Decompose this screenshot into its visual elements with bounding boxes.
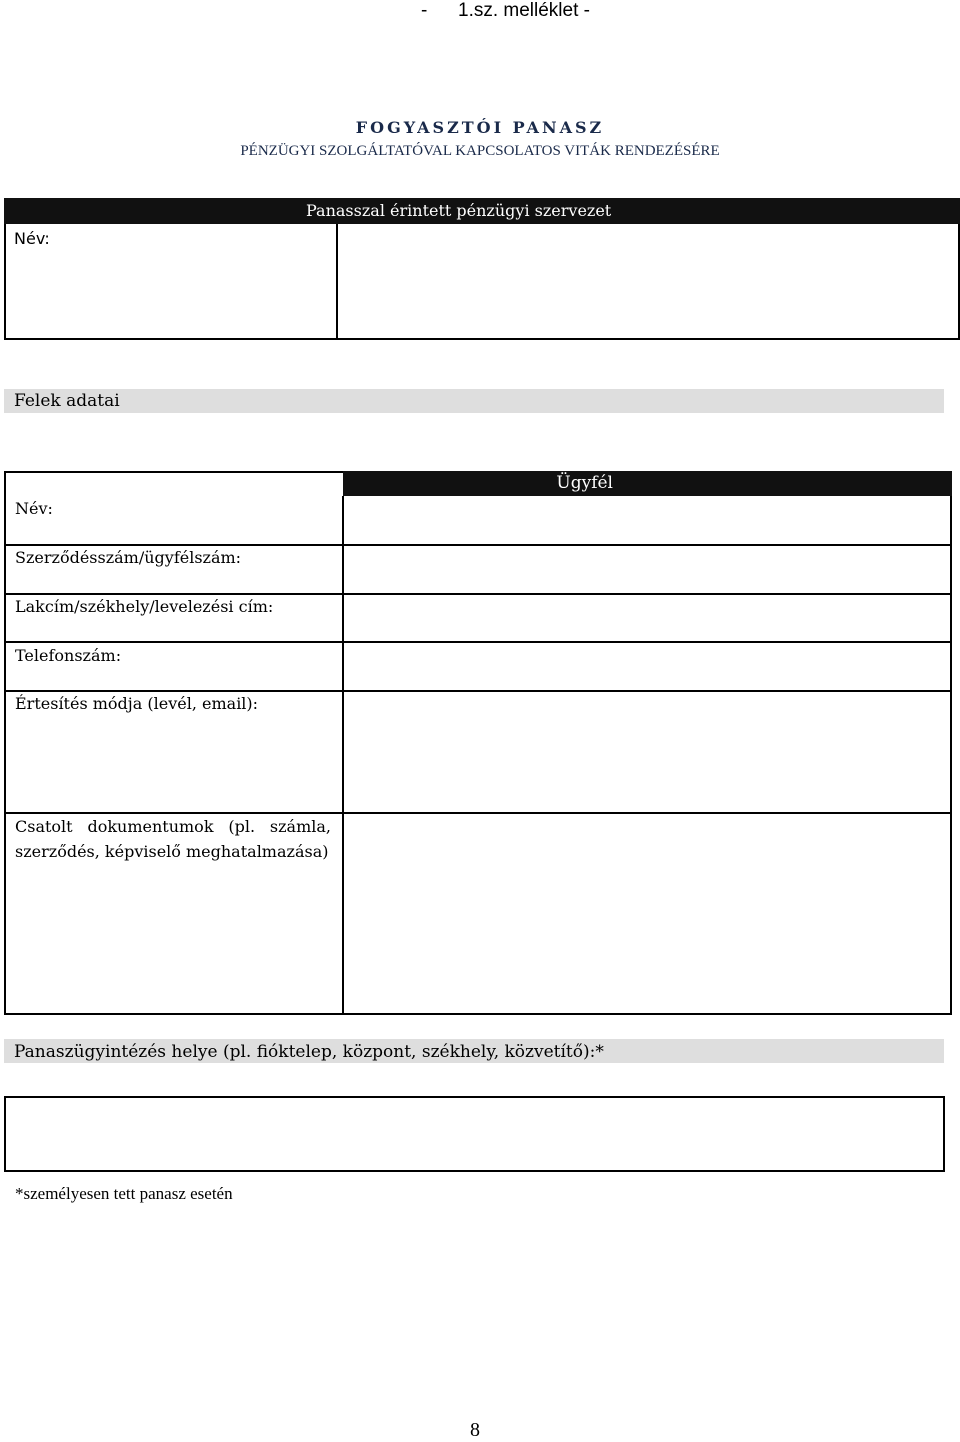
page-number: 8 <box>470 1419 480 1441</box>
annex-dash: - <box>421 0 428 21</box>
client-attachments-field[interactable] <box>346 814 950 1013</box>
client-header: Ügyfél <box>556 473 613 493</box>
footnote: *személyesen tett panasz esetén <box>15 1184 233 1203</box>
place-section-title: Panaszügyintézés helye (pl. fióktelep, központ, székhely, közvetítő):* <box>4 1039 944 1063</box>
attachments-label-text: Csatolt dokumentumok (pl. számla, szerződés, képviselő meghatalmazása) <box>15 817 331 861</box>
form-subtitle: PÉNZÜGYI SZOLGÁLTATÓVAL KAPCSOLATOS VITÁK RENDEZÉSÉRE <box>240 143 720 159</box>
row-label-contract: Szerződésszám/ügyfélszám: <box>15 548 242 567</box>
row-label-phone: Telefonszám: <box>15 646 122 665</box>
row-label-address: Lakcím/székhely/levelezési cím: <box>15 597 274 616</box>
row-label-name: Név: <box>15 499 53 518</box>
place-field[interactable] <box>4 1096 945 1172</box>
client-address-field[interactable] <box>346 595 950 640</box>
annex-label: 1.sz. melléklet - <box>458 0 590 21</box>
attachments-label <box>15 814 331 864</box>
client-phone-field[interactable] <box>346 643 950 689</box>
parties-divider <box>342 496 344 1015</box>
top-table-divider <box>336 224 338 340</box>
org-header: Panasszal érintett pénzügyi szervezet <box>306 201 612 220</box>
client-notification-field[interactable] <box>346 692 950 811</box>
client-name-field[interactable] <box>346 497 950 543</box>
org-name-field[interactable] <box>340 226 958 338</box>
form-title: FOGYASZTÓI PANASZ <box>355 118 605 137</box>
row-label-notification: Értesítés módja (levél, email): <box>15 694 259 713</box>
client-contract-field[interactable] <box>346 546 950 592</box>
parties-section-title: Felek adatai <box>4 389 944 413</box>
top-name-label: Név: <box>14 229 50 248</box>
